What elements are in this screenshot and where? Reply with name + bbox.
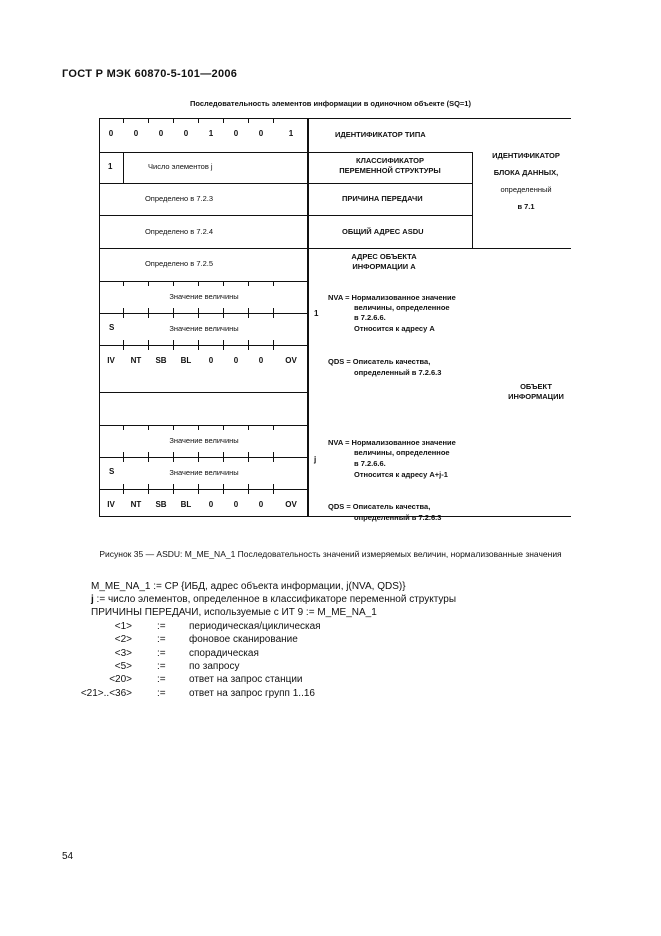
label-cause: ПРИЧИНА ПЕРЕДАЧИ [342,194,423,203]
body-line-2-text: := число элементов, определенное в классификаторе переменной структуры [93,594,457,605]
label-dui-4: в 7.1 [517,202,535,211]
qds-bit: OV [285,500,297,509]
row-sep [99,152,309,153]
figure-caption [0,549,661,560]
index-j: j [314,455,317,464]
code-item: <2> [114,634,132,645]
qds-bit: NT [130,356,142,365]
obj-addr-def: Определено в 7.2.5 [144,259,214,268]
common-addr-def: Определено в 7.2.4 [144,227,214,236]
nva2-line4: Относится к адресу А+j-1 [354,470,448,479]
label-type-id: ИДЕНТИФИКАТОР ТИПА [335,130,426,139]
qds-bit: BL [180,500,192,509]
right-sep [309,215,472,216]
sq-flag: 1 [108,162,113,171]
type-bit: 1 [288,129,294,138]
index-1: 1 [314,309,319,318]
code-desc: ответ на запрос станции [189,674,303,685]
qds-bit: IV [107,500,115,509]
label-dui-3: определенный [500,185,552,194]
sign-label: S [109,467,115,476]
code-item: <3> [114,648,132,659]
code-desc: периодическая/циклическая [189,621,321,632]
code-desc: по запросу [189,661,240,672]
value-label: Значение величины [169,468,239,477]
var-j: j [91,594,94,605]
row-sep [99,313,309,314]
qds-bit: 0 [208,356,214,365]
value-label: Значение величины [169,292,239,301]
qds-bit: NT [130,500,142,509]
qds-bit: BL [180,356,192,365]
row-sep [99,248,309,249]
qds-bit: 0 [233,500,239,509]
body-line-1: M_ME_NA_1 := CP {ИБД, адрес объекта информации, j(NVA, QDS)} [91,581,406,592]
qds-bit: 0 [208,500,214,509]
frame-right-border [307,118,309,516]
nva1-line4: Относится к адресу А [354,324,435,333]
type-bit: 1 [208,129,214,138]
right-sep [309,152,472,153]
label-dui-2: БЛОКА ДАННЫХ, [493,168,559,177]
code-desc: спорадическая [189,648,259,659]
label-obj-addr-2: ИНФОРМАЦИИ А [352,262,416,271]
row-sep [99,392,309,393]
qds-bit: 0 [258,356,264,365]
label-var-struct-2: ПЕРЕМЕННОЙ СТРУКТУРЫ [339,166,441,175]
row-sep [99,489,309,490]
qds-bit: OV [285,356,297,365]
row-sep [99,457,309,458]
code-item: <5> [114,661,132,672]
qds-bit: 0 [233,356,239,365]
document-header: ГОСТ Р МЭК 60870-5-101—2006 [62,68,238,80]
qds1-line2: определенный в 7.2.6.3 [354,368,442,377]
sign-label: S [109,323,115,332]
type-bit: 0 [133,129,139,138]
type-bit: 0 [108,129,114,138]
body-line-3: ПРИЧИНЫ ПЕРЕДАЧИ, используемые с ИТ 9 := M_ME_NA_1 [91,607,377,618]
code-op: := [157,688,166,699]
type-bit: 0 [258,129,264,138]
nva1-line3: в 7.2.6.6. [354,313,386,322]
row-sep [99,516,309,517]
code-op: := [157,621,166,632]
cause-def: Определено в 7.2.3 [144,194,214,203]
code-op: := [157,634,166,645]
qds-bit: SB [155,500,167,509]
qds-bit: SB [155,356,167,365]
col-sep [123,152,124,183]
qds-bit: IV [107,356,115,365]
code-desc: фоновое сканирование [189,634,298,645]
code-op: := [157,661,166,672]
nva2-line1: NVA = Нормализованное значение [328,438,456,447]
qds2-line1: QDS = Описатель качества, [328,502,431,511]
right-sep [309,248,571,249]
nva1-line1: NVA = Нормализованное значение [328,293,456,302]
right-sep [309,118,571,119]
row-sep [99,183,309,184]
label-obj-addr-1: АДРЕС ОБЪЕКТА [351,252,417,261]
num-elements-label: Число элементов j [148,162,213,171]
qds2-line2: определенный в 7.2.6.3 [354,513,442,522]
type-bit: 0 [158,129,164,138]
right-sep [309,183,472,184]
row-sep [99,281,309,282]
row-sep [99,215,309,216]
label-var-struct-1: КЛАССИФИКАТОР [356,156,424,165]
code-item: <1> [114,621,132,632]
row-sep [99,425,309,426]
qds-bit: 0 [258,500,264,509]
nva2-line2: величины, определенное [354,448,450,457]
label-common-addr: ОБЩИЙ АДРЕС ASDU [342,227,424,236]
label-obj-info-1: ОБЪЕКТ [520,382,552,391]
type-bit: 0 [183,129,189,138]
code-item: <20> [109,674,132,685]
code-op: := [157,648,166,659]
type-bit: 0 [233,129,239,138]
nva1-line2: величины, определенное [354,303,450,312]
body-line-2 [91,594,456,605]
right-col-sep [472,152,473,248]
value-label: Значение величины [169,436,239,445]
code-op: := [157,674,166,685]
qds1-line1: QDS = Описатель качества, [328,357,431,366]
label-obj-info-2: ИНФОРМАЦИИ [508,392,564,401]
value-label: Значение величины [169,324,239,333]
nva2-line3: в 7.2.6.6. [354,459,386,468]
label-dui-1: ИДЕНТИФИКАТОР [492,151,560,160]
diagram-title: Последовательность элементов информации в одиночном объекте (SQ=1) [190,99,471,108]
code-desc: ответ на запрос групп 1..16 [189,688,315,699]
caption-text: Рисунок 35 — ASDU: M_ME_NA_1 Последовательность значений измеряемых величин, нормализованные значения [99,549,562,559]
page-number: 54 [62,851,74,862]
code-item: <21>..<36> [80,688,132,699]
row-sep [99,345,309,346]
